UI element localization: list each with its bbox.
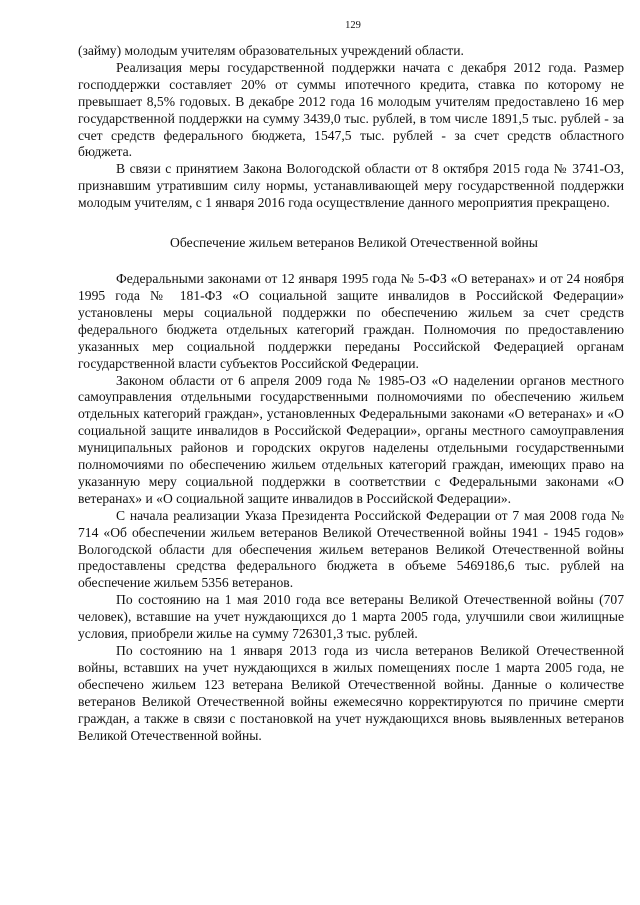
paragraph-3: В связи с принятием Закона Вологодской области от 8 октября 2015 года № 3741-ОЗ, признавшим утратившим силу нормы, устанавливающей меру государственной поддержки молодым учителям, с 1 января 2016 года осуществление данного мероприятия прекращено.	[78, 161, 624, 211]
paragraph-5: Законом области от 6 апреля 2009 года № 1985-ОЗ «О наделении органов местного самоуправления отдельными государственными полномочиями по обеспечению жильем отдельных категорий граждан», установленных Федеральными законами «О ветеранах» и «О социальной защите инвалидов в Российской Федерации», органы местного самоуправления муниципальных районов и городских округов наделены отдельными государственными полномочиями по обеспечению жильем отдельных категорий граждан, имеющих право на указанную меру социальной поддержки в соответствии с Федеральными законами «О ветеранах» и «О социальной защите инвалидов в Российской Федерации».	[78, 372, 624, 506]
page-number: 129	[345, 20, 361, 31]
paragraph-7: По состоянию на 1 мая 2010 года все ветераны Великой Отечественной войны (707 человек), вставшие на учет нуждающихся до 1 марта 2005 года, улучшили свои жилищные условия, приобрели жилье на сумму 726301,3 тыс. рублей.	[78, 592, 624, 642]
paragraph-6: С начала реализации Указа Президента Российской Федерации от 7 мая 2008 года № 714 «Об обеспечении жильем ветеранов Великой Отечественной войны 1941 - 1945 годов» Вологодской области для обеспечения жильем ветеранов Великой Отечественной войны предоставлены средства федерального бюджета в объеме 5469186,6 тыс. рублей на обеспечение жильем 5356 ветеранов.	[78, 507, 624, 591]
section-heading: Обеспечение жильем ветеранов Великой Отечественной войны	[170, 235, 538, 251]
paragraph-4: Федеральными законами от 12 января 1995 года № 5-ФЗ «О ветеранах» и от 24 ноября 1995 года № 181-ФЗ «О социальной защите инвалидов в Российской Федерации» установлены меры социальной поддержки по обеспечению жильем за счет средств федерального бюджета отдельных категорий граждан. Полномочия по предоставлению указанных мер социальной поддержки переданы Российской Федерацией органам государственной власти субъектов Российской Федерации.	[78, 271, 624, 371]
paragraph-1: (займу) молодым учителям образовательных учреждений области.	[78, 43, 464, 58]
document-page	[78, 20, 624, 744]
spacer	[78, 212, 624, 234]
spacer	[78, 251, 624, 271]
paragraph-2: Реализация меры государственной поддержки начата с декабря 2012 года. Размер господдержки составляет 20% от суммы ипотечного кредита, ставка по которому не превышает 8,5% годовых. В декабре 2012 года 16 молодым учителям предоставлено 16 мер государственной поддержки на сумму 3439,0 тыс. рублей, в том числе 1891,5 тыс. рублей - за счет средств федерального бюджета, 1547,5 тыс. рублей - за счет средств областного бюджета.	[78, 59, 624, 160]
paragraph-8: По состоянию на 1 января 2013 года из числа ветеранов Великой Отечественной войны, вставших на учет нуждающихся в жилых помещениях после 1 марта 2005 года, не обеспечено жильем 123 ветерана Великой Отечественной войны. Данные о количестве ветеранов Великой Отечественной войны ежемесячно корректируются по причине смерти граждан, а также в связи с постановкой на учет нуждающихся вновь выявленных ветеранов Великой Отечественной войны.	[78, 643, 624, 743]
